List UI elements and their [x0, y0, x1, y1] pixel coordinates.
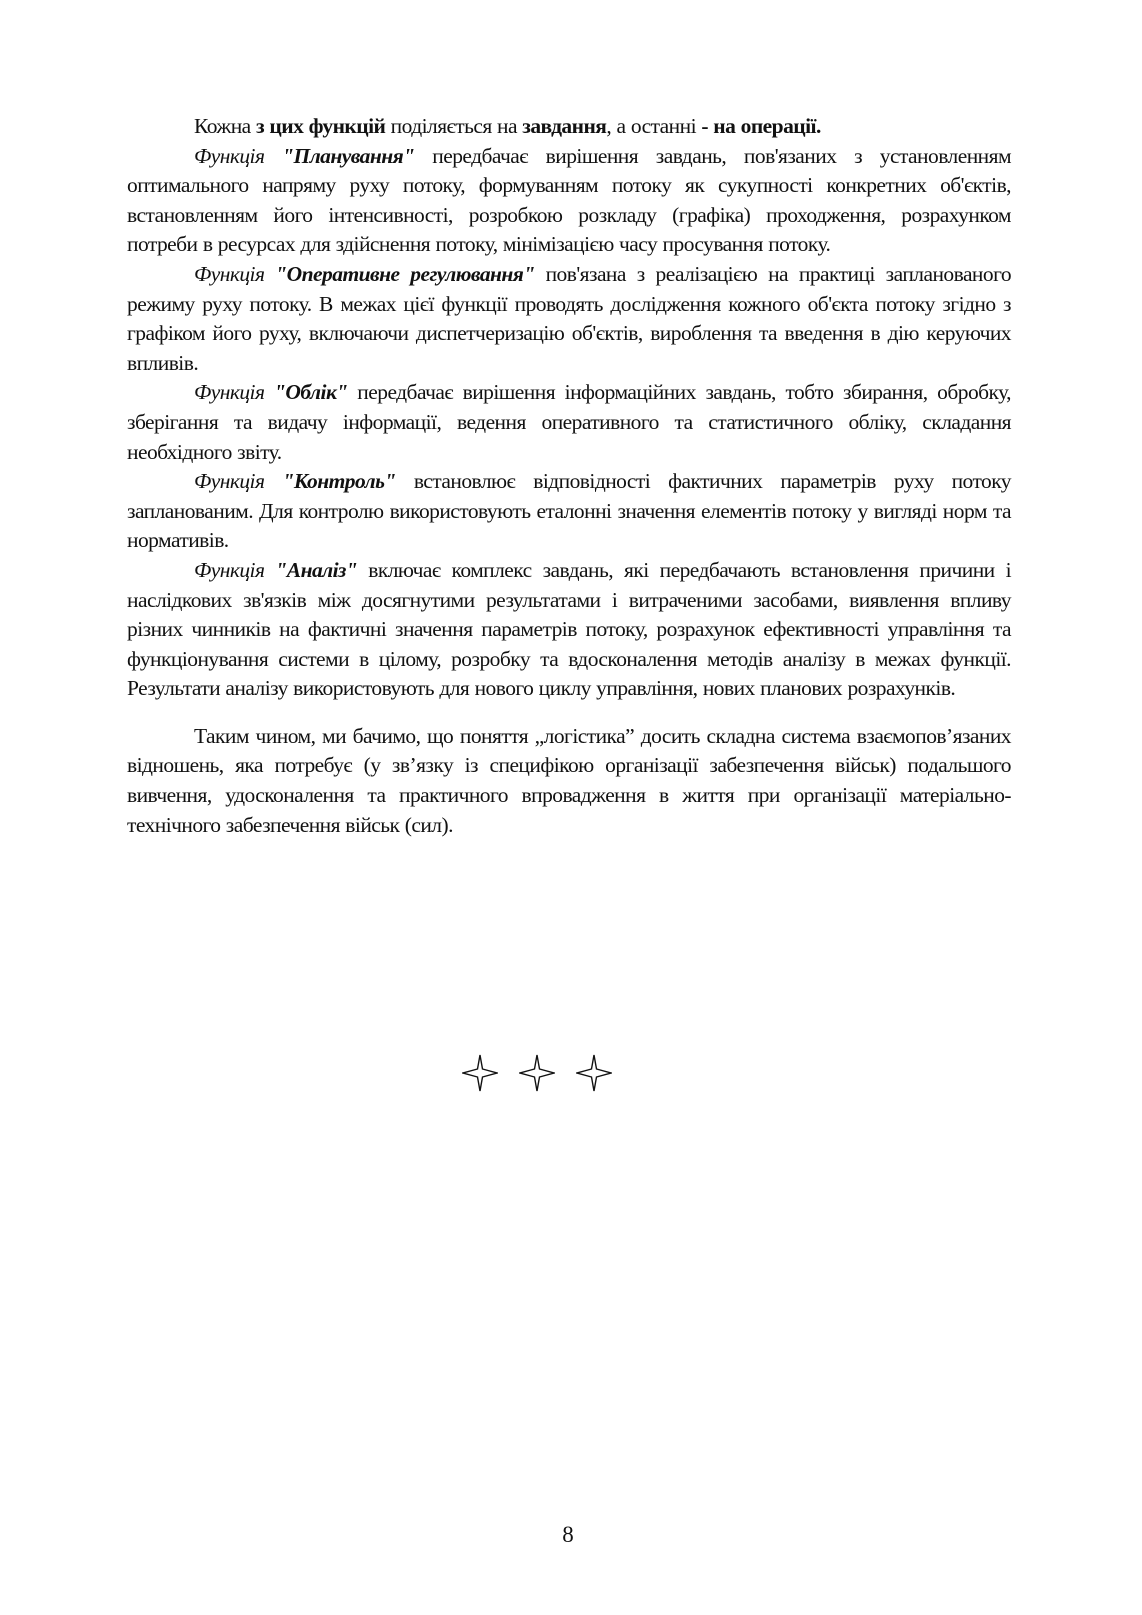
text-segment: пов'язана з реалізацією на практиці запланованого режиму руху потоку. В межах цієї функції проводять дослідження кожного об'єкта потоку згідно з графіком його руху, включаючи диспетчеризацію об'єктів, вироблення та введення в дію керуючих впливів.: [127, 261, 1012, 375]
text-segment: поділяється на: [385, 114, 523, 138]
italic-segment: Функція: [194, 261, 276, 286]
text-segment: , а останні: [606, 114, 702, 138]
four-point-star-icon: [576, 1054, 612, 1092]
text-segment: Кожна: [194, 114, 256, 138]
italic-segment: Функція: [194, 380, 275, 405]
paragraph-accounting: [127, 378, 1011, 467]
italic-segment: Функція: [194, 143, 283, 168]
function-name-planning: "Планування": [282, 143, 415, 168]
bold-segment: з: [255, 114, 270, 138]
text-segment: передбачає вирішення інформаційних завдань, тобто збирання, обробку, зберігання та видачу інформації, ведення оперативного та статистичного обліку, складання необхідного звіту.: [127, 380, 1012, 464]
italic-segment: Функція: [194, 557, 276, 582]
text-segment: встановлює відповідності фактичних параметрів руху потоку запланованим. Для контролю використовують еталонні значення елементів потоку у вигляді норм та нормативів.: [127, 469, 1012, 553]
paragraph-analysis: [127, 556, 1011, 704]
paragraph-control: [127, 467, 1011, 556]
page-number: 8: [562, 1522, 574, 1547]
section-separator: [462, 1054, 612, 1092]
four-point-star-icon: [519, 1054, 555, 1092]
function-name-control: "Контроль": [282, 469, 396, 494]
function-name-accounting: "Облік": [274, 380, 348, 405]
function-name-analysis: "Аналіз": [275, 557, 358, 582]
bold-segment: - на операції.: [701, 114, 821, 138]
paragraph-conclusion: [127, 722, 1011, 840]
bold-segment: завдання: [522, 114, 607, 138]
paragraph-planning: [127, 142, 1011, 260]
function-name-operational-regulation: "Оперативне регулювання": [275, 261, 535, 286]
text-segment: Таким чином, ми бачимо, що поняття „логістика” досить складна система взаємопов’язаних відношень, яка потребує (у зв’язку із специфікою організації забезпечення військ) подальшого вивчення, удосконалення та практичного впровадження в життя при організації матеріально-технічного забезпечення військ (сил).: [127, 723, 1011, 837]
italic-segment: Функція: [194, 469, 283, 494]
body-text: [127, 112, 1011, 840]
text-segment: передбачає вирішення завдань, пов'язаних з установленням оптимального напряму руху потоку, формуванням потоку як сукупності конкретних об'єктів, встановленням його інтенсивності, розробкою розкладу (графіка) проходження, розрахунком потреби в ресурсах для здійснення потоку, мінімізацією часу просування потоку.: [127, 143, 1011, 257]
text-segment: включає комплекс завдань, які передбачають встановлення причини і наслідкових зв'язків між досягнутими результатами і витраченими засобами, виявлення впливу різних чинників на фактичні значення параметрів потоку, розрахунок ефективності управління та функціонування системи в цілому, розробку та вдосконалення методів аналізу в межах функції. Результати аналізу використовують для нового циклу управління, нових планових розрахунків.: [127, 557, 1011, 701]
four-point-star-icon: [462, 1054, 498, 1092]
paragraph-intro: [127, 112, 1011, 142]
bold-segment: цих функцій: [269, 114, 386, 138]
paragraph-operational-regulation: [127, 260, 1011, 378]
